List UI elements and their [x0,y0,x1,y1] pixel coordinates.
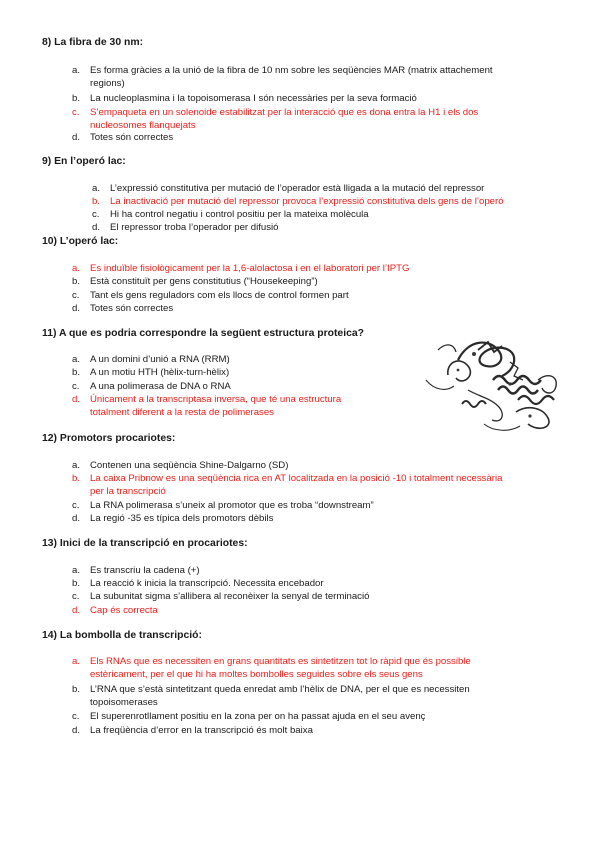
question-8-title: 8) La fibra de 30 nm: [42,37,144,48]
question-12-title: 12) Promotors procariotes: [42,433,176,444]
question-11-title: 11) A que es podria correspondre la següent estructura proteica? [42,328,365,339]
question-10-title: 10) L’operó lac: [42,236,119,247]
protein-structure-image [398,320,578,438]
question-14-title: 14) La bombolla de transcripció: [42,630,202,641]
question-9-title: 9) En l’operó lac: [42,156,126,167]
question-13-title: 13) Inici de la transcripció en procariotes: [42,538,248,549]
